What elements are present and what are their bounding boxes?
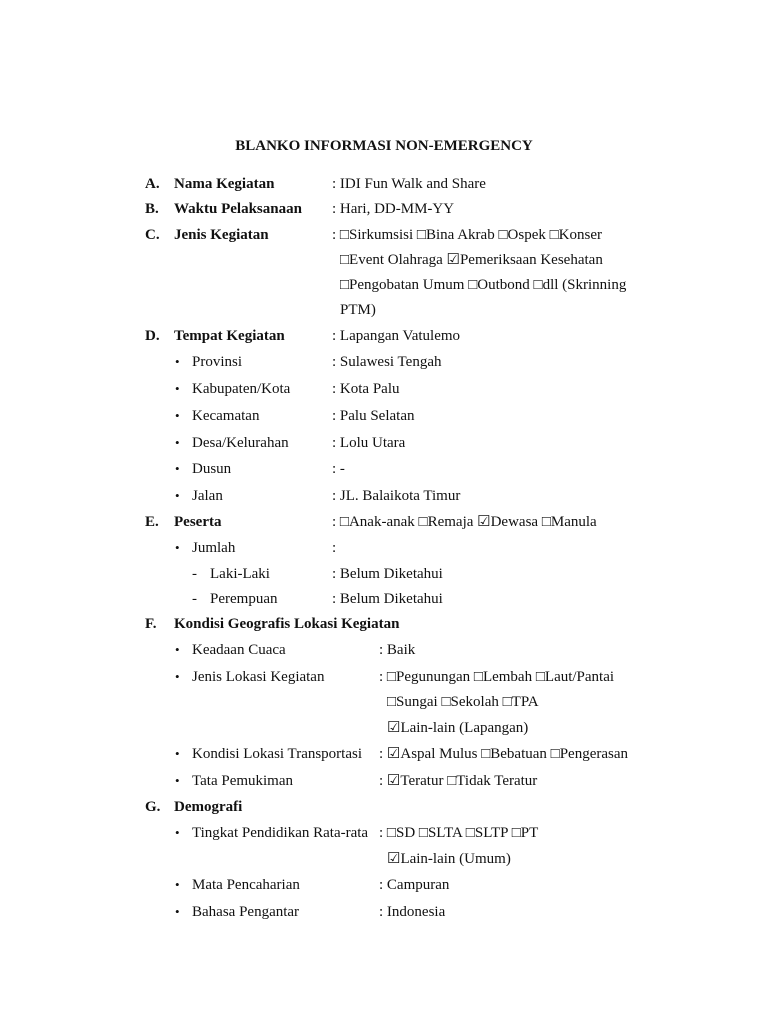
section-c-line: □Pengobatan Umum □Outbond □dll (Skrinning (340, 277, 627, 293)
bullet: • (175, 773, 180, 788)
item-label: Dusun (192, 461, 232, 477)
section-e-letter: E. (145, 514, 159, 530)
section-c-line: PTM) (340, 302, 376, 318)
section-a-label: Nama Kegiatan (174, 176, 275, 192)
item-label: Kondisi Lokasi Transportasi (192, 746, 363, 762)
bullet: • (175, 381, 180, 396)
sub-item-value: : Belum Diketahui (332, 566, 443, 582)
section-d-label: Tempat Kegiatan (174, 328, 285, 344)
item-value: : Kota Palu (332, 381, 400, 397)
sub-item-value: : Belum Diketahui (332, 591, 443, 607)
section-c-letter: C. (145, 227, 160, 243)
item-value: □Sungai □Sekolah □TPA (387, 694, 539, 710)
item-value: : Palu Selatan (332, 408, 415, 424)
document-title: BLANKO INFORMASI NON-EMERGENCY (235, 138, 533, 154)
item-label: Tingkat Pendidikan Rata-rata (192, 825, 369, 841)
bullet: • (175, 354, 180, 369)
bullet: • (175, 877, 180, 892)
bullet: • (175, 540, 180, 555)
item-value: : JL. Balaikota Timur (332, 488, 461, 504)
item-value: : Indonesia (379, 904, 446, 920)
item-value: ☑Lain-lain (Lapangan) (387, 720, 529, 736)
section-c-line: : □Sirkumsisi □Bina Akrab □Ospek □Konser (332, 227, 602, 243)
item-label: Tata Pemukiman (192, 773, 294, 789)
section-g-label: Demografi (174, 799, 243, 815)
section-c-line: □Event Olahraga ☑Pemeriksaan Kesehatan (340, 252, 603, 268)
item-label: Keadaan Cuaca (192, 642, 286, 658)
item-value: : Baik (379, 642, 416, 658)
item-value: : □Pegunungan □Lembah □Laut/Pantai (379, 669, 615, 685)
section-d-letter: D. (145, 328, 160, 344)
bullet: • (175, 408, 180, 423)
section-d-value: : Lapangan Vatulemo (332, 328, 461, 344)
item-label: Kabupaten/Kota (192, 381, 291, 397)
section-a-letter: A. (145, 176, 160, 192)
section-f-letter: F. (145, 616, 157, 632)
bullet: • (175, 746, 180, 761)
section-g-letter: G. (145, 799, 161, 815)
item-value: : (332, 540, 337, 556)
bullet: • (175, 904, 180, 919)
item-label: Jenis Lokasi Kegiatan (192, 669, 325, 685)
sub-item-label: Perempuan (210, 591, 278, 607)
section-b-value: : Hari, DD-MM-YY (332, 201, 455, 217)
section-b-letter: B. (145, 201, 159, 217)
section-e-label: Peserta (174, 514, 222, 530)
item-value: : □SD □SLTA □SLTP □PT (379, 825, 539, 841)
item-label: Jumlah (192, 540, 236, 556)
section-f-label: Kondisi Geografis Lokasi Kegiatan (174, 616, 400, 632)
section-a-value: : IDI Fun Walk and Share (332, 176, 486, 192)
section-c-label: Jenis Kegiatan (174, 227, 269, 243)
sub-item-label: Laki-Laki (210, 566, 270, 582)
bullet: • (175, 825, 180, 840)
bullet: • (175, 435, 180, 450)
dash: - (192, 566, 197, 582)
item-label: Desa/Kelurahan (192, 435, 289, 451)
item-value: : ☑Aspal Mulus □Bebatuan □Pengerasan (379, 746, 629, 762)
item-value: : Sulawesi Tengah (332, 354, 442, 370)
bullet: • (175, 461, 180, 476)
item-value: : Lolu Utara (332, 435, 406, 451)
item-label: Provinsi (192, 354, 243, 370)
bullet: • (175, 488, 180, 503)
item-value: : - (332, 461, 345, 477)
item-value: ☑Lain-lain (Umum) (387, 851, 511, 867)
bullet: • (175, 642, 180, 657)
item-label: Mata Pencaharian (192, 877, 300, 893)
bullet: • (175, 669, 180, 684)
dash: - (192, 591, 197, 607)
item-label: Jalan (192, 488, 223, 504)
item-label: Kecamatan (192, 408, 260, 424)
section-e-value: : □Anak-anak □Remaja ☑Dewasa □Manula (332, 514, 597, 530)
item-value: : Campuran (379, 877, 450, 893)
item-value: : ☑Teratur □Tidak Teratur (379, 773, 538, 789)
section-b-label: Waktu Pelaksanaan (174, 201, 302, 217)
item-label: Bahasa Pengantar (192, 904, 300, 920)
